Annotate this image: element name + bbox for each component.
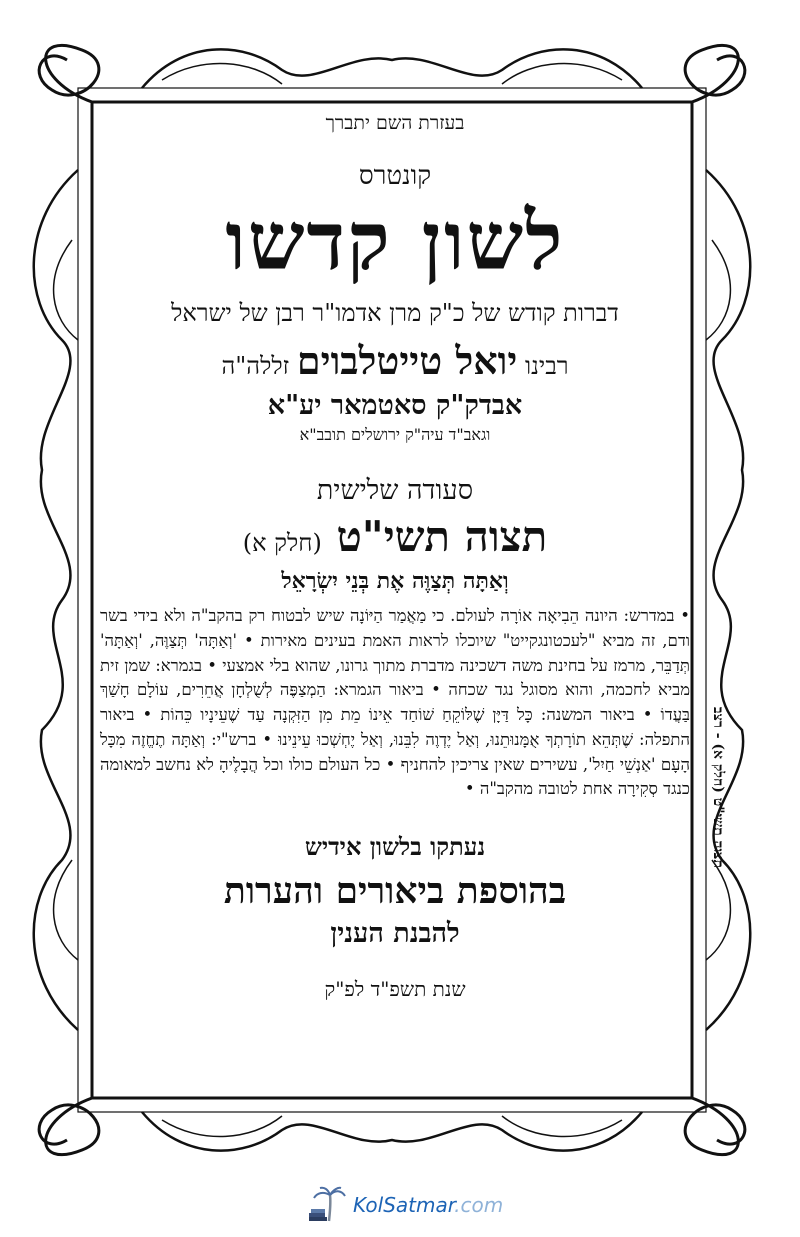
rabbi-suffix: זללה"ה — [221, 352, 290, 380]
contents-summary: • במדרש: היונה הֵבִיאָה אוֹרָה לעולם. כי מַאֲמַר הַיּוֹנָה שיש לבטוח רק בהקב"ה ולא בידי בשר ודם, זה מביא "לעכטונגקייט" שיוכלו לראות האמת בעינים מאירות • 'וְאַתָּה' תְּצַוֶּה, 'וְאַתָּה' תְּדַבֵּר, מרמז על בחינת משה דשכינה מדברת מתוך גרונו, שהוא בלי אמצעי • בגמרא: שמן זית מביא לחכמה, והוא מסוגל נגד שכחה • ביאור הגמרא: הַמְצַפֶּה לְשֻׁלְחָן אֲחֵרִים, עוֹלָם חָשַׁךְ בַּעֲדוֹ • ביאור המשנה: כָּל דַּיָּן שֶׁלּוֹקֵחַ שׁוֹחַד אֵינוֹ מֵת מִן הַזִּקְנָה עַד שֶׁעֵינָיו כֵּהוֹת • ביאור התפלה: שֶׁתְּהֵא תוֹרָתְךָ אֻמָּנוּתֵנוּ, וְאַל יֶדְוֶה לִבֵּנוּ, וְאַל יֶחְשְׁכוּ עֵינֵינוּ • ברש"י: וְאַתָּה תֶחֱזֶה מִכָּל הָעָם 'אַנְשֵׁי חַיִל', עשירים שאין צריכין להחניף • כל העולם כולו וכל הֲבָלֶיהָ לא נחשב למאומה כנגד סְקִירָה אחת לטובה מהקב"ה • — [100, 606, 690, 799]
position-line: אבדק"ק סאטמאר יע"א — [267, 390, 523, 421]
additions-line: בהוספת ביאורים והערות — [223, 870, 567, 912]
parsha-title — [100, 512, 690, 562]
title-page-content — [100, 100, 690, 1002]
logo-main: KolSatmar — [353, 1193, 455, 1217]
parsha-name: תצוה תשי"ט — [336, 512, 548, 561]
parsha-part: (חלק א) — [242, 529, 322, 557]
year-line: שנת תשפ"ד לפ"ק — [324, 977, 466, 1001]
subtitle-line: דברות קודש של כ"ק מרן אדמו"ר רבן של ישראל — [171, 299, 619, 327]
kuntres-label: קונטרס — [358, 161, 432, 191]
side-page-note: תצוה תשי"ט (חלק א) - רצב — [710, 706, 726, 868]
blessing-line: בעזרת השם יתברך — [325, 112, 465, 134]
rabbi-line — [100, 338, 690, 384]
position-line-2: וגאב"ד עיה"ק ירושלים תובב"א — [299, 425, 491, 444]
site-logo[interactable] — [303, 1185, 503, 1225]
palm-tree-books-icon — [303, 1185, 347, 1225]
verse-line: וְאַתָּה תְּצַוֶּה אֶת בְּנֵי יִשְׂרָאֵל — [281, 568, 509, 594]
logo-domain: .com — [454, 1193, 504, 1217]
translated-line: נעתקו בלשון אידיש — [304, 832, 486, 861]
rabbi-name: יואל טייטלבוים — [296, 338, 518, 383]
understanding-line: להבנת הענין — [330, 918, 460, 949]
main-title: לשון קדשו — [225, 194, 565, 288]
meal-title: סעודה שלישית — [316, 475, 474, 506]
logo-text — [353, 1193, 503, 1217]
rabbi-prefix: רבינו — [524, 352, 569, 380]
